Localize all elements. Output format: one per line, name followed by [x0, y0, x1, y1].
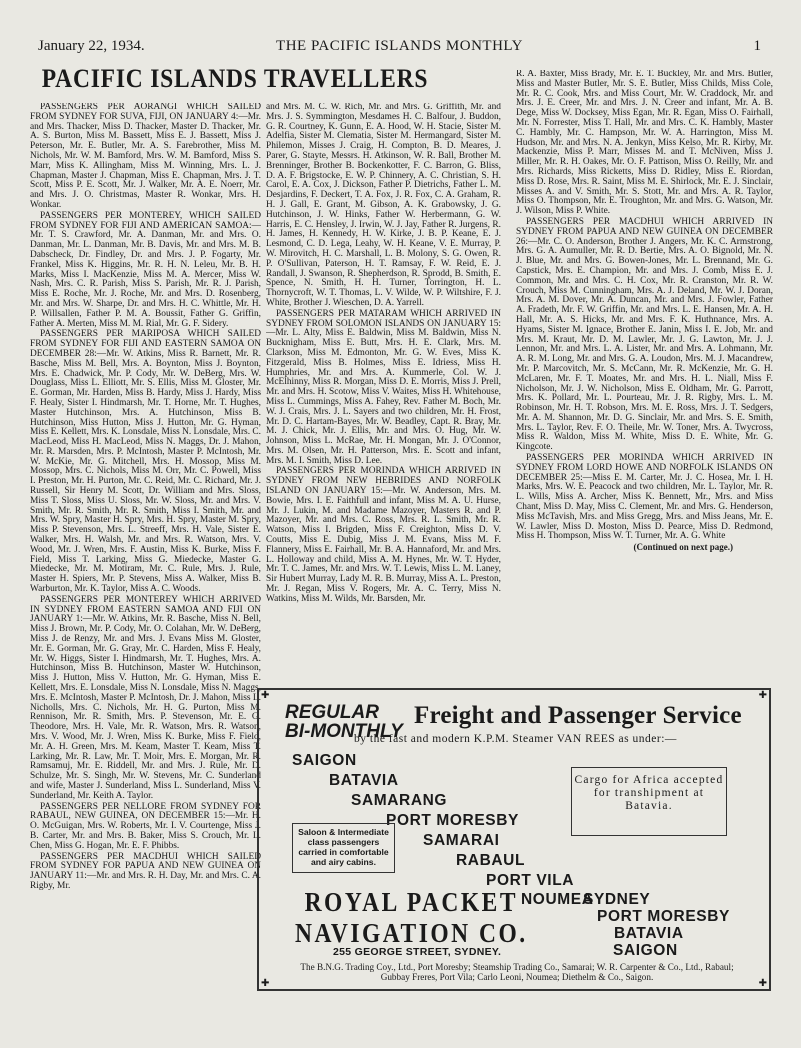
continued-note: (Continued on next page.) — [633, 542, 733, 553]
passenger-list-heading: PASSENGERS PER MONTEREY WHICH ARRIVED IN SYDNEY FROM EASTERN SAMOA AND FIJI ON JANUARY 1: — [30, 594, 261, 625]
passenger-list-heading: PASSENGERS PER MACDHUI WHICH SAILED FROM SYDNEY FOR PAPUA AND NEW GUINEA ON JANUARY 11: — [30, 851, 261, 882]
passenger-names: —Mr. C. O. Anderson, Brother J. Angers, Mr. K. C. Armstrong, Mrs. G. A. Aumuller, Mr. R. D. Bertie, Mrs. A. O. Bignold, Mr. N. J. Blue, Mr. and Mrs. G. Bowen-Jones, Mr. L. Brennand, Mr. G. Capstick, Mrs. E. Champion, Mr. and Mrs. J. Comb, Miss E. J. Common, Mr. and Mrs. C. H. Cox, Mr. R. Cranston, Mr. R. W. Crouch, Miss M. Cunningham, Mrs. A. J. Deland, Mr. W. J. Doran, Mrs. A. M. Dover, Mr. A. Duncan, Mr. and Mrs. J. Fowler, Father A. Fradeth, Mr. F. W. Griffin, Mr. and Mrs. L. E. Hansen, Mr. A. H. Hall, Mr. A. S. Hicks, Mr. and Mrs. F. K. Huthnance, Mrs. A. Hyams, Sister M. Ignace, Brother E. Janin, Miss I. E. Job, Mr. and Mrs. M. Kraut, Mr. D. M. Lawler, Mr. J. G. Lawton, Mr. J. J. Lennon, Mr. and Mrs. L. A. Lister, Mr. and Mrs. A. Lohmann, Mr. A. R. M. Long, Mr. and Mrs. G. A. Loudon, Mrs. M. J. Macandrew, Mr. P. Marcovitch, Mr. S. McCann, Mr. R. McKenzie, Mr. G. H. McLaren, Mr. F. T. Moates, Mr. and Mrs. H. L. Niall, Miss F. Nicholson, Mr. J. W. Nicholson, Miss E. Oldham, Mr. G. Parrott, Mrs. K. Pollard, Mr. L. Pourteau, Mr. J. R. Rigby, Mrs. L. M. Robinson, Mr. H. T. Robson, Mrs. M. E. Ross, Mrs. J. T. Sedgers, Mr. A. M. Shannon, Mr. D. G. Sinclair, Mr. and Mrs. S. E. Smith, Mrs. L. Taylor, Rev. F. O. Theile, Mr. W. Toner, Mrs. A. Twycross, Miss R. Waldon, Miss M. White, Miss D. E. White, Mr. G. Kingcote. — [516, 236, 773, 453]
port-out: SAMARANG — [351, 792, 448, 809]
agents-list: The B.N.G. Trading Coy., Ltd., Port Moresby; Steamship Trading Co., Samarai; W. R. Carpenter & Co., Ltd., Rabaul; Gubbay Freres, Port Vila; Carlo Leoni, Noumea; Diethelm & Co., Saigon. — [300, 962, 734, 982]
passenger-list-paragraph — [516, 454, 773, 542]
passenger-list-heading: PASSENGERS PER MARIPOSA WHICH SAILED FROM SYDNEY FOR FIJI AND EASTERN SAMOA ON DECEMBER 28: — [30, 329, 261, 359]
passenger-list-paragraph — [266, 310, 501, 467]
column-left — [30, 103, 261, 1035]
page-number: 1 — [753, 38, 761, 54]
company-address: 255 GEORGE STREET, SYDNEY. — [333, 946, 502, 958]
corner-arrow-icon: ✚ — [261, 978, 270, 989]
passenger-names: —Mr. and Mrs. R. H. Day, Mr. and Mrs. C. A. Rigby, Mr. — [30, 871, 261, 891]
cargo-notice: Cargo for Africa accepted for transhipment at Batavia. — [571, 767, 727, 836]
passenger-list-heading: PASSENGERS PER AORANGI WHICH SAILED FROM SYDNEY FOR SUVA, FIJI, ON JANUARY 4: — [30, 103, 261, 122]
column-middle — [266, 103, 501, 688]
passenger-list-paragraph — [30, 853, 261, 892]
passenger-list-heading: PASSENGERS PER NELLORE FROM SYDNEY FOR RABAUL, NEW GUINEA, ON DECEMBER 15: — [30, 801, 261, 822]
page-header — [38, 38, 761, 56]
regular-label: REGULAR — [285, 702, 379, 723]
company-name-line2: NAVIGATION CO. — [295, 919, 528, 949]
passenger-list-paragraph — [30, 103, 261, 211]
corner-arrow-icon: ✚ — [758, 690, 767, 701]
port-back: SYDNEY — [583, 891, 651, 908]
passenger-list-heading: PASSENGERS PER MONTEREY, WHICH SAILED FROM SYDNEY FOR FIJI AND AMERICAN SAMOA: — [30, 210, 261, 231]
passenger-list-paragraph — [30, 212, 261, 330]
issue-date: January 22, 1934. — [38, 38, 145, 54]
corner-arrow-icon: ✚ — [758, 978, 767, 989]
passenger-list-paragraph — [30, 330, 261, 595]
passenger-names: and Mrs. M. C. W. Rich, Mr. and Mrs. G. Griffith, Mr. and Mrs. J. S. Symmington, Mesdames H. C. Balfour, J. Buddon, G. R. Courtney, K. Gunn, E. A. Hood, W. H. Stacie, Sister M. Adelfia, Sister M. Clematia, Sister M. Hermangard, Sister M. Philemon, Misses J. Craig, H. Compton, B. D. Meares, J. Parer, G. Stayte, Messrs. H. Atkinson, W. R. Ball, Brother M. Brenninger, Brother B. Bockenkotter, F. C. Barron, G. Bliss, D. A. F. Brigstocke, E. W. P. Chinnery, A. C. Christian, S. H. Carol, E. A. Cox, J. Dickson, Father P. Dietrichs, Father L. M. Desjardins, F. Deckert, T. A. Fox, J. R. Fox, C. A. Graham, R. H. J. Gall, E. Grant, M. Gibson, A. K. Grabowsky, J. G. Hutchinson, J. W. Hinks, Father W. Herbermann, G. W. Harris, E. C. Hensley, J. Irwin, W. J. Jay, Father R. Jurgens, R. H. James, H. Kennedy, H. W. Kirke, J. B. P. Keane, E. J. Lesmond, C. D. Lega, Leahy, W. H. Keane, V. E. Murray, P. W. Mirovitch, H. C. Marshall, L. B. Molony, S. G. Owen, R. P. O'Sullivan, Paterson, H. T. Ramsay, F. W. Reid, E. J. Randall, J. Swanson, R. Shepherdson, R. Sprodd, B. Smith, E. Spence, N. Smith, H. H. Turner, Torrington, H. L. Thornycroft, W. T. Thomas, L. V. Wilde, W. P. Wiltshire, F. J. White, Brother J. Wieschen, D. A. Yarrell. — [266, 103, 501, 308]
port-back: SAIGON — [613, 942, 678, 959]
port-out: SAIGON — [292, 752, 357, 769]
passenger-names: —Mr. L. Alty, Miss E. Baldwin, Miss M. Baldwin, Miss N. Bucknigham, Miss E. Butt, Mrs. H. E. Clark, Mrs. M. Clarkson, Miss M. Edmonton, Mr. G. W. Eves, Miss K. Fitzgerald, Miss B. Holmes, Miss E. Idriess, Miss H. Humphries, Mr. and Mrs. A. Kummerle, Col. W. J. McElhinny, Miss R. Morgan, Miss D. E. Morris, Miss J. Prell, Mr. and Mrs. H. Scotow, Miss V. Waites, Miss H. Whitehouse, Miss L. Cummings, Miss A. Fahey, Rev. Father M. Boch, Mr. W. J. Crais, Mrs. J. L. Sayers and two children, Mr. H. Frost, Mr. D. C. Hartam-Bayes, Mr. W. Beadley, Capt. R. Bray, Mr. M. J. Chick, Mr. J. Ellis, Mr. and Mrs. O. Hug, Mr. W. Johnson, Miss L. McRae, Mr. H. Mongan, Mr. J. O'Connor, Mrs. M. Olsen, Mr. H. Patterson, Mrs. E. Scott and infant, Mrs. M. I. Smith, Miss D. Lee. — [266, 328, 501, 466]
advert-headline: Freight and Passenger Service — [414, 702, 742, 729]
port-out: RABAUL — [456, 852, 526, 869]
passenger-list-paragraph — [30, 803, 261, 852]
passenger-names: —Mr. W. Atkins, Miss R. Barnett, Mr. R. Basche, Miss M. Bell, Mrs. A. Boynton, Miss J. Boynton, Mrs. E. Chadwick, Mr. P. Cody, Mr. W. DeBerg, Mrs. W. Douglass, Miss L. Elliott, Mr. S. Ellis, Miss M. Gloster, Mr. E. Gorman, Mr. Harden, Miss B. Hardy, Miss J. Hardy, Miss F. Healy, Sister I. Hindmarsh, Mr. T. Horne, Mr. T. Hughes, Master Hutchinson, Mrs. A. Hutchinson, Miss B. Hutchinson, Miss Hutton, Miss J. Hutton, Mr. G. Hyman, Miss E. Kellett, Mrs. K. Lonsdale, Miss N. Lonsdale, Mrs. C. MacLeod, Miss H. MacLeod, Miss N. Maggs, Dr. J. Mahon, Mr. R. Marsden, Mrs. P. McIntosh, Master P. McIntosh, Mr. W. McKie, Mr. G. Mitchell, Mrs. H. Mossop, Miss M. Mossop, Mrs. C. Nichols, Miss M. Orr, Mr. C. Powell, Miss I. Preston, Mr. H. Purton, Mr. C. Reid, Mr. C. Richard, Mr. J. Russell, Sir Henry M. Scott, Dr. William and Mrs. Sloss, Miss T. Sloss, Miss U. Sloss, Mr. W. Sloss, Mr. and Mrs. V. Smith, Mr. R. Smith, Mr. R. Smith, Miss I. Smith, Mr. and Mrs. W. Spry, Master H. Spry, Mrs. H. Spry, Master M. Spry, Miss P. Stevenson, Mrs. L. Streeff, Mrs. H. Vale, Sister E. Walker, Mrs. H. Walsh, Mr. and Mrs. R. Watson, Mrs. V. Wood, Mr. J. Wren, Mrs. F. Austin, Miss K. Burke, Miss F. Field, Miss T. Larking, Miss G. Miedecke, Master G. Miedecke, Mr. M. Motiram, Mr. C. Rule, Mrs. J. Rule, Master H. Spiers, Mr. P. Stevens, Miss A. Walker, Miss B. Warburton, Mr. K. Taylor, Miss A. C. Woods. — [30, 348, 261, 595]
passenger-list-paragraph — [266, 467, 501, 604]
saloon-notice: Saloon & Intermediate class passengers carried in comfortable and airy cabins. — [292, 823, 395, 873]
passenger-names: R. A. Baxter, Miss Brady, Mr. E. T. Buckley, Mr. and Mrs. Butler, Miss and Master Butler, Mr. S. E. Butler, Miss Childs, Miss Cole, Mr. R. C. Cook, Mrs. and Miss Court, Mr. W. Craddock, Mr. and Mrs. J. E. Creer, Mr. and Mrs. J. N. Creer and infant, Mr. A. B. Dege, Miss W. Docksey, Miss Egan, Mr. R. Egan, Miss O. Fairhall, Mr. N. Forrester, Miss T. Hall, Mr. and Mrs. C. K. Hambly, Master C. Hambly, Mr. C. Hampson, Mr. W. A. Harrington, Miss M. Hudson, Mr. and Mrs. N. A. Jenkyn, Miss Kelso, Mr. R. Kirby, Mr. Mackenzie, Miss P. Marr, Misses M. and T. McNiven, Miss J. Miller, Mr. R. H. Oakes, Mr. O. F. Pattison, Miss O. Reilly, Mr. and Mrs. Richards, Miss Ricketts, Miss D. Ridley, Miss E. Riordan, Miss D. Rose, Mrs. R. Saint, Miss M. E. Shirlock, Mr. E. J. Sinclair, Misses A. and V. Smith, Mr. S. Stott, Mr. and Mrs. A. R. Taylor, Miss O. Thompson, Mr. E. Troughton, Mr. and Mrs. G. Watson, Mr. J. Wilson, Miss P. White. — [516, 70, 773, 217]
passenger-names: —Mr. and Mrs. Thacker, Miss D. Thacker, Master D. Thacker, Mr. A. S. Burton, Miss M. Bassett, Miss E. J. Bassett, Miss J. Peterson, Mr. E. Butler, Mr. A. S. Farebrother, Miss M. Nichols, Mr. W. M. Bamford, Mrs. W. M. Bamford, Miss S. Marr, Miss K. Allingham, Miss M. Winning, Mrs. L. J. Chapman, Master J. Chapman, Miss E. Chapman, Mrs. J. T. Scott, Miss P. E. Scott, Mr. J. Walker, Mr. A. E. Noerr, Mr. and Mrs. J. O. Christmas, Master R. Wonkar, Mrs. H. Wonkar. — [30, 111, 261, 210]
royal-packet-advert — [257, 688, 771, 991]
passenger-names: —Mr. W. Anderson, Mrs. M. Bowie, Mrs. I. E. Faithfull and infant, Miss M. A. U. Hurse, Mr. J. Lukin, M. and Madame Mazoyer, Masters R. and P. Mazoyer, Mr. and Mrs. C. Ross, Mrs. R. L. Smith, Mr. R. Watson, Miss I. Brigden, Miss F. Creighton, Miss D. V. Coutts, Miss E. Dubig, Miss J. M. Evans, Miss M. F. Flannery, Miss E. Fairhall, Mr. B. A. Hannaford, Mr. and Mrs. L. Holloway and child, Miss A. M. Hynes, Mr. W. T. Hyder, Mr. T. C. James, Mr. and Mrs. W. T. Lewis, Miss L. M. Laney, Sir Hubert Murray, Lady M. R. B. Murray, Miss A. L. Preston, Mr. J. Regan, Miss V. Rogers, Mr. A. C. Terry, Miss N. Watkins, Miss M. Wilds, Mr. Barsden, Mr. — [266, 486, 501, 604]
port-out: PORT VILA — [486, 872, 575, 889]
passenger-list-heading: PASSENGERS PER MORINDA WHICH ARRIVED IN SYDNEY FROM LORD HOWE AND NORFOLK ISLANDS ON DECEMBER 25: — [516, 453, 773, 483]
company-name — [295, 888, 528, 950]
port-out: PORT MORESBY — [386, 812, 519, 829]
passenger-list-paragraph — [516, 70, 773, 217]
company-name-line1: ROYAL PACKET — [304, 887, 519, 918]
advert-by-line: by the fast and modern K.P.M. Steamer VAN REES as under:— — [354, 733, 677, 745]
port-back: BATAVIA — [614, 925, 684, 942]
passenger-list-paragraph — [266, 103, 501, 309]
passenger-list-paragraph — [516, 218, 773, 453]
magazine-title: THE PACIFIC ISLANDS MONTHLY — [276, 38, 523, 54]
passenger-names: —Miss E. M. Carter, Mr. J. C. Hosea, Mr. I. H. Marks, Mrs. W. E. Peacock and two children, Mr. L. Taylor, Mr. R. L. Wills, Miss A. Archer, Miss K. Bennett, Mr., Mrs. and Miss Chant, Miss D. May, Miss C. Clement, Mr. and Mrs. G. Henderson, Miss McTavish, Mrs. and Miss Gregg, Mrs. and Miss Jeans, Mr. E. W. Lawler, Miss D. Moston, Miss D. Pearce, Miss D. Redmond, Miss H. Thompson, Miss W. T. Turner, Mr. A. G. White — [516, 472, 773, 542]
port-out: NOUMEA — [521, 891, 594, 908]
passenger-list-heading: PASSENGERS PER MATARAM WHICH ARRIVED IN SYDNEY FROM SOLOMON ISLANDS ON JANUARY 15: — [266, 308, 501, 329]
column-right — [516, 70, 773, 676]
passenger-list-heading: PASSENGERS PER MACDHUI WHICH ARRIVED IN SYDNEY FROM PAPUA AND NEW GUINEA ON DECEMBER 26: — [516, 216, 773, 247]
bimonthly-label: BI-MONTHLY — [285, 721, 403, 742]
port-back: PORT MORESBY — [597, 908, 730, 925]
corner-arrow-icon: ✚ — [261, 690, 270, 701]
passenger-list-paragraph — [30, 596, 261, 802]
port-out: SAMARAI — [423, 832, 500, 849]
article-title: PACIFIC ISLANDS TRAVELLERS — [41, 64, 429, 94]
passenger-names: —Mr. H. O. McGuigan, Mrs. W. Roberts, Mr. I. V. Courtenge, Miss J. B. Carter, Mr. and Mrs. B. Baker, Miss S. Crouch, Mr. L. Chen, Miss G. Hogan, Mr. E. F. Phibbs. — [30, 811, 261, 851]
passenger-names: —Mr. T. S. Crawford, Mr. A. Danman, Mr. and Mrs. O. Danman, Mr. L. Danman, Mr. B. Davis, Mr. and Mrs. M. B. Dabscheck, Dr. Findley, Dr. and Mrs. J. P. Fogarty, Mr. Frankel, Miss K. Higgins, Mr. R. H. N. Leleu, Mr. B. H. Marks, Miss I. MacKenzie, Miss M. A. Mercer, Miss W. Nash, Mrs. C. R. Parish, Miss S. Parish, Mr. R. J. Parish, Miss E. Roche, Mr. J. Roche, Mr. and Mrs. D. Rosenberg, Mr. and Mrs. W. Sharpe, Dr. and Mrs. H. C. Whittle, Mr. H. P. Willsallen, Father P. M. A. Boussit, Father G. Griffin, Father A. Merten, Miss M. M. Rial, Mr. G. F. Sidery. — [30, 220, 261, 329]
port-out: BATAVIA — [329, 772, 399, 789]
passenger-names: —Mr. W. Atkins, Mr. R. Basche, Miss N. Bell, Miss J. Brown, Mr. P. Cody, Mr. O. Colahan, Mr. W. DeBerg, Miss J. de Renzy, Mr. and Mrs. J. Evans Miss M. Gloster, Mr. E. Gorman, Mr. G. Gray, Mr. C. Harden, Miss F. Healy, Mr. W. Higgs, Sister I. Hindmarsh, Mr. T. Hughes, Mrs. A. Hutchinson, Miss B. Hutchinson, Master W. Hutchinson, Miss J. Hutton, Miss V. Hutton, Mr. G. Hyman, Miss E. Kellett, Mrs. E. Lonsdale, Miss N. Lonsdale, Miss N. Maggs, Mrs. E. McIntosh, Master P. McIntosh, Dr. J. Mahon, Miss L. Nicholls, Mrs. C. Nichols, Mr. H. G. Purton, Miss M. Rennison, Mr. R. Smith, Mrs. P. Stevenson, Mr. E. G. Theodore, Mrs. H. Vale, Mr. R. Watson, Mrs. R. Watson, Mrs. V. Wood, Mr. J. Wren, Miss K. Burke, Miss F. Field, Mr. A. H. Green, Mrs. M. Keam, Master T. Keam, Miss T. Larking, Mr. R. Law, Mr. T. Moir, Mrs. E. Morgan, Mr. R. Ramsamuj, Mr. E. Riddell, Mr. and Mrs. J. Rule, Mr. D. Schulze, Mr. S. Singh, Mr. W. Stevens, Mr. C. Sunderland and wife, Master J. Sunderland, Miss L. Sunderland, Miss V. Sunderland, Mr. Keith A. Taylor. — [30, 614, 261, 801]
passenger-list-heading: PASSENGERS PER MORINDA WHICH ARRIVED IN SYDNEY FROM NEW HEBRIDES AND NORFOLK ISLAND ON JANUARY 15: — [266, 466, 501, 497]
